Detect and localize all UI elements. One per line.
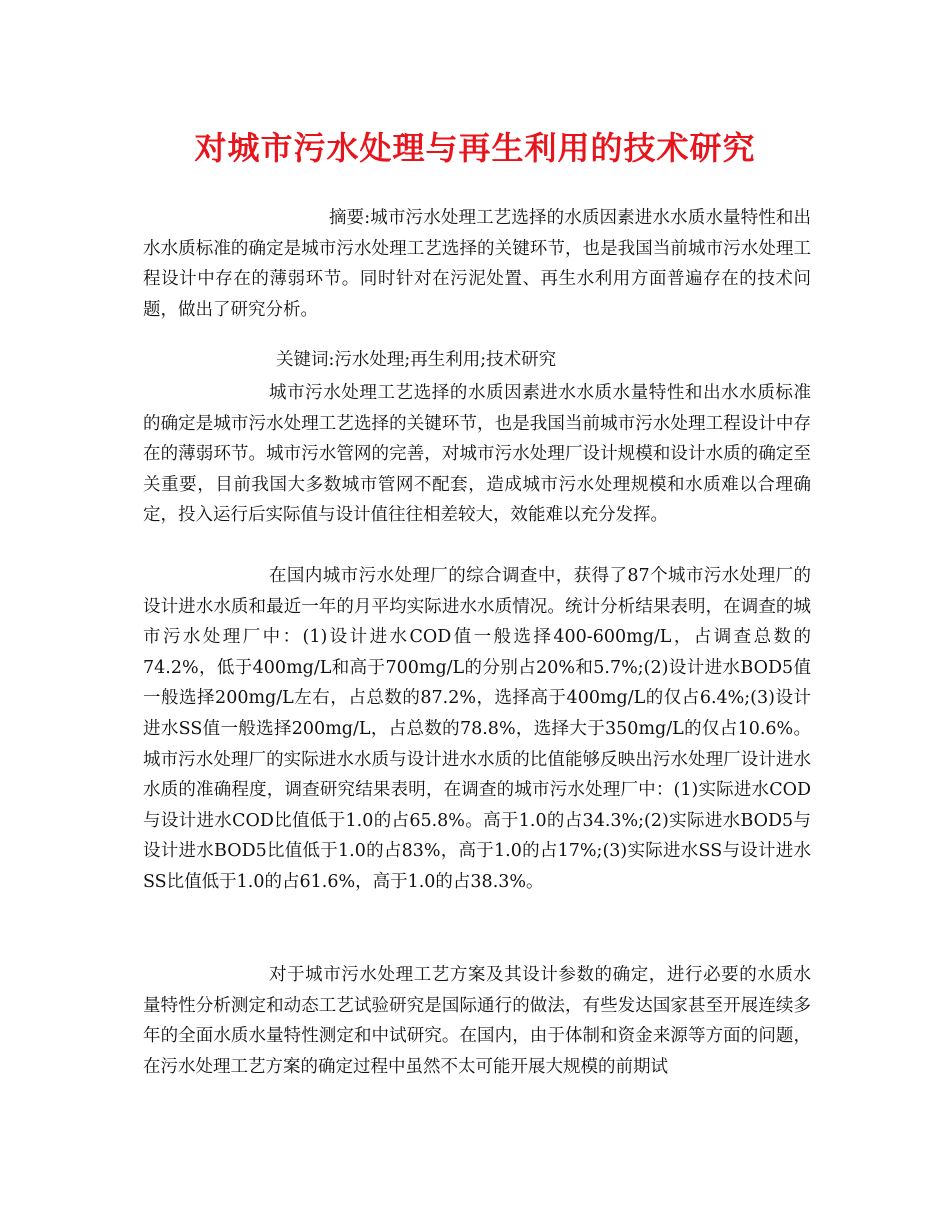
abstract-paragraph: 摘要:城市污水处理工艺选择的水质因素进水水质水量特性和出水水质标准的确定是城市污水处理工艺选择的关键环节，也是我国当前城市污水处理工程设计中存在的薄弱环节。同时针对在污泥处置、再生水利用方面普遍存在的技术问题，做出了研究分析。 bbox=[143, 208, 811, 320]
keywords-line: 关键词:污水处理;再生利用;技术研究 bbox=[276, 350, 557, 370]
body-paragraph-1: 城市污水处理工艺选择的水质因素进水水质水量特性和出水水质标准的确定是城市污水处理工艺选择的关键环节，也是我国当前城市污水处理工程设计中存在的薄弱环节。城市污水管网的完善，对城市污水处理厂设计规模和设计水质的确定至关重要，目前我国大多数城市管网不配套，造成城市污水处理规模和水质难以合理确定，投入运行后实际值与设计值往往相差较大，效能难以充分发挥。 bbox=[143, 383, 811, 526]
document-title: 对城市污水处理与再生利用的技术研究 bbox=[194, 129, 756, 167]
body-paragraph-3: 对于城市污水处理工艺方案及其设计参数的确定，进行必要的水质水量特性分析测定和动态工艺试验研究是国际通行的做法，有些发达国家甚至开展连续多年的全面水质水量特性测定和中试研究。在国内，由于体制和资金来源等方面的问题，在污水处理工艺方案的确定过程中虽然不太可能开展大规模的前期试 bbox=[143, 965, 811, 1077]
body-paragraph-2: 在国内城市污水处理厂的综合调查中，获得了87个城市污水处理厂的设计进水水质和最近一年的月平均实际进水水质情况。统计分析结果表明，在调查的城市污水处理厂中：(1)设计进水COD值一般选择400-600mg/L，占调查总数的74.2%，低于400mg/L和高于700mg/L的分别占20%和5.7%;(2)设计进水BOD5值一般选择200mg/L左右，占总数的87.2%，选择高于400mg/L的仅占6.4%;(3)设计进水SS值一般选择200mg/L，占总数的78.8%，选择大于350mg/L的仅占10.6%。城市污水处理厂的实际进水水质与设计进水水质的比值能够反映出污水处理厂设计进水水质的准确程度，调查研究结果表明，在调查的城市污水处理厂中：(1)实际进水COD与设计进水COD比值低于1.0的占65.8%。高于1.0的占34.3%;(2)实际进水BOD5与设计进水BOD5比值低于1.0的占83%，高于1.0的占17%;(3)实际进水SS与设计进水SS比值低于1.0的占61.6%，高于1.0的占38.3%。 bbox=[143, 566, 811, 892]
